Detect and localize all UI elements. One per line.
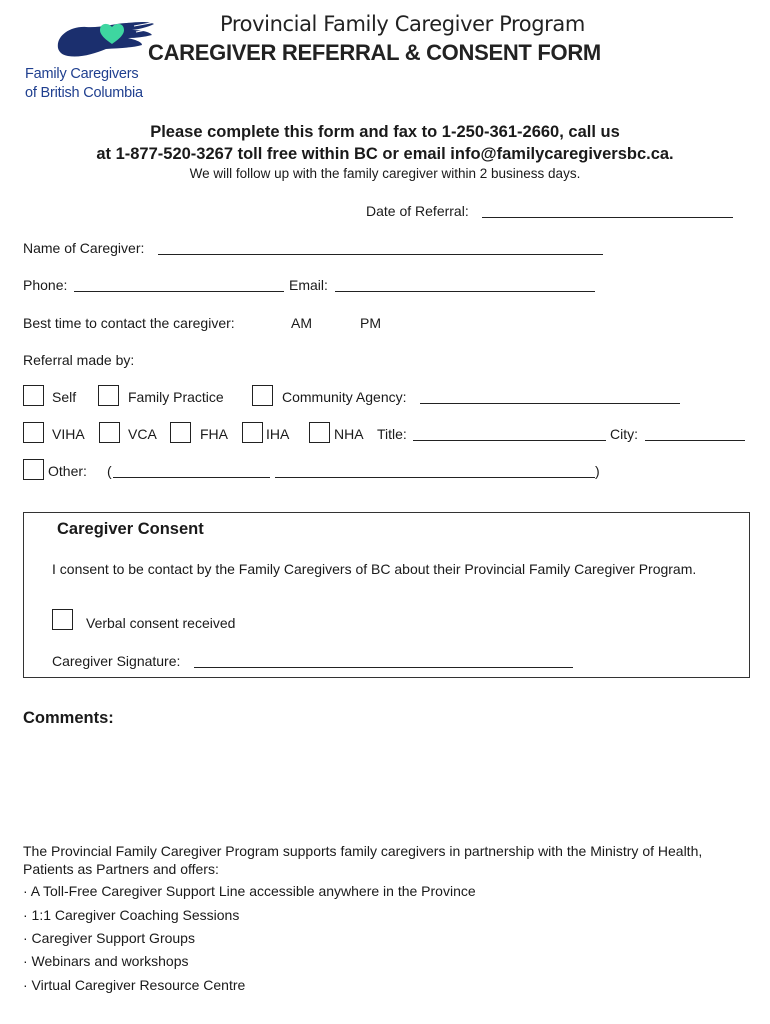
name-of-caregiver-label: Name of Caregiver: xyxy=(23,240,145,256)
logo xyxy=(24,18,164,104)
other-close-paren: ) xyxy=(595,463,600,479)
footer-intro: The Provincial Family Caregiver Program supports family caregivers in partnership with the Ministry of Health, Patients as Partners and offers: xyxy=(23,843,703,877)
other-checkbox[interactable] xyxy=(23,459,44,480)
other-field-1[interactable] xyxy=(113,477,270,478)
other-field-2[interactable] xyxy=(275,477,595,478)
nha-label: NHA xyxy=(334,426,364,442)
self-checkbox[interactable] xyxy=(23,385,44,406)
org-name-line1: Family Caregivers xyxy=(25,66,139,82)
community-agency-field[interactable] xyxy=(420,403,680,404)
footer-item: · Caregiver Support Groups xyxy=(23,930,195,946)
footer-item: · A Toll-Free Caregiver Support Line accessible anywhere in the Province xyxy=(23,883,476,899)
iha-label: IHA xyxy=(266,426,290,442)
fha-label: FHA xyxy=(200,426,228,442)
title-label: Title: xyxy=(377,426,407,442)
signature-field[interactable] xyxy=(194,667,573,668)
pm-option[interactable]: PM xyxy=(360,315,381,331)
best-time-label: Best time to contact the caregiver: xyxy=(23,315,235,331)
vca-checkbox[interactable] xyxy=(99,422,120,443)
form-title: CAREGIVER REFERRAL & CONSENT FORM xyxy=(148,40,601,65)
hand-heart-icon xyxy=(52,18,162,64)
community-agency-checkbox[interactable] xyxy=(252,385,273,406)
instructions-line2: at 1-877-520-3267 toll free within BC or email info@familycaregiversbc.ca. xyxy=(96,145,674,163)
comments-heading: Comments: xyxy=(23,709,114,727)
family-practice-label: Family Practice xyxy=(128,389,224,405)
other-label: Other: xyxy=(48,463,87,479)
verbal-consent-checkbox[interactable] xyxy=(52,609,73,630)
phone-label: Phone: xyxy=(23,277,68,293)
nha-checkbox[interactable] xyxy=(309,422,330,443)
name-of-caregiver-field[interactable] xyxy=(158,254,603,255)
footer-item: · Webinars and workshops xyxy=(23,953,189,969)
footer-item: · 1:1 Caregiver Coaching Sessions xyxy=(23,907,240,923)
consent-heading: Caregiver Consent xyxy=(57,520,204,538)
vca-label: VCA xyxy=(128,426,157,442)
city-field[interactable] xyxy=(645,440,745,441)
city-label: City: xyxy=(610,426,638,442)
footer-item: · Virtual Caregiver Resource Centre xyxy=(23,977,246,993)
community-agency-label: Community Agency: xyxy=(282,389,407,405)
instructions-line3: We will follow up with the family caregiver within 2 business days. xyxy=(189,166,581,181)
viha-checkbox[interactable] xyxy=(23,422,44,443)
signature-label: Caregiver Signature: xyxy=(52,653,181,669)
instructions-line1: Please complete this form and fax to 1-250-361-2660, call us xyxy=(150,123,620,141)
consent-text: I consent to be contact by the Family Caregivers of BC about their Provincial Family Caregiver Program. xyxy=(52,561,697,577)
iha-checkbox[interactable] xyxy=(242,422,263,443)
email-label: Email: xyxy=(289,277,328,293)
referral-made-by-label: Referral made by: xyxy=(23,352,135,368)
fha-checkbox[interactable] xyxy=(170,422,191,443)
title-field[interactable] xyxy=(413,440,606,441)
verbal-consent-label: Verbal consent received xyxy=(86,615,236,631)
viha-label: VIHA xyxy=(52,426,85,442)
email-field[interactable] xyxy=(335,291,595,292)
am-option[interactable]: AM xyxy=(291,315,312,331)
date-of-referral-label: Date of Referral: xyxy=(366,203,469,219)
program-title: Provincial Family Caregiver Program xyxy=(220,12,585,36)
other-open-paren: ( xyxy=(107,463,112,479)
comments-field[interactable] xyxy=(23,732,750,832)
family-practice-checkbox[interactable] xyxy=(98,385,119,406)
phone-field[interactable] xyxy=(74,291,284,292)
org-name-line2: of British Columbia xyxy=(25,85,143,101)
self-label: Self xyxy=(52,389,77,405)
date-of-referral-field[interactable] xyxy=(482,217,733,218)
